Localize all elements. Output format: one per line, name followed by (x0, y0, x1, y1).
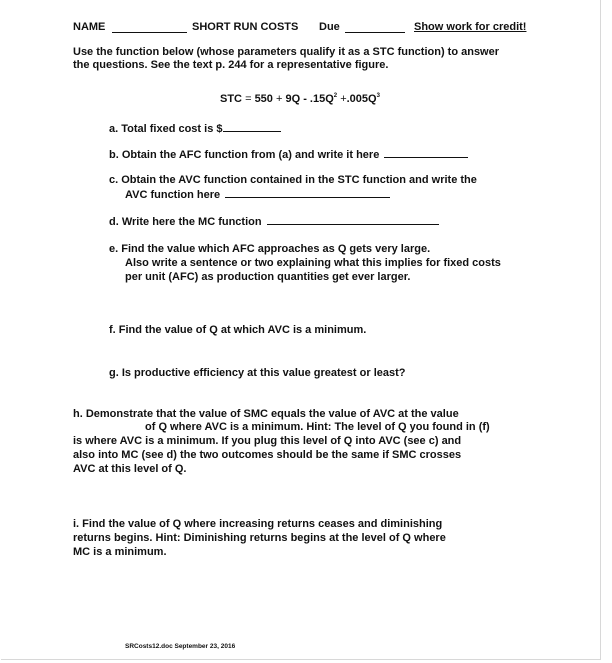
question-h-line-5: AVC at this level of Q. (73, 463, 187, 475)
header-title: SHORT RUN COSTS (192, 21, 299, 33)
question-i-line-1: i. Find the value of Q where increasing returns ceases and diminishing (73, 518, 443, 530)
question-a: a. Total fixed cost is $ (109, 121, 281, 136)
answer-blank-d (267, 214, 439, 225)
question-f: f. Find the value of Q at which AVC is a minimum. (109, 324, 367, 336)
question-b: b. Obtain the AFC function from (a) and write it here (109, 147, 468, 162)
question-h-line-4: also into MC (see d) the two outcomes should be the same if SMC crosses (73, 449, 462, 461)
footer-filename: SRCosts12.doc September 23, 2016 (125, 643, 236, 650)
due-blank (345, 22, 405, 33)
question-h-line-2: of Q where AVC is a minimum. Hint: The level of Q you found in (f) (145, 421, 490, 433)
intro-line-2: the questions. See the text p. 244 for a representative figure. (73, 59, 389, 71)
question-h-line-3: is where AVC is a minimum. If you plug this level of Q into AVC (see c) and (73, 435, 462, 447)
question-e-line-2: Also write a sentence or two explaining what this implies for fixed costs (125, 257, 501, 269)
name-blank (112, 22, 187, 33)
intro-line-1: Use the function below (whose parameters qualify it as a STC function) to answer (73, 46, 500, 58)
question-d: d. Write here the MC function (109, 214, 439, 229)
answer-blank-b (384, 147, 468, 158)
question-e-line-1: e. Find the value which AFC approaches as Q gets very large. (109, 243, 431, 255)
document-page (1, 0, 601, 660)
question-i-line-2: returns begins. Hint: Diminishing returns begins at the level of Q where (73, 532, 446, 544)
answer-blank-c (225, 187, 390, 198)
question-i-line-3: MC is a minimum. (73, 546, 167, 558)
question-h-line-1: h. Demonstrate that the value of SMC equals the value of AVC at the value (73, 408, 459, 420)
header-due-label: Due (319, 21, 340, 33)
answer-blank-a (223, 121, 281, 132)
stc-equation: STC = $550 + 9Q - .15Q^2 +.005Q^3$ (220, 93, 380, 105)
question-e-line-3: per unit (AFC) as production quantities get ever larger. (125, 271, 411, 283)
question-c-line-2: AVC function here (125, 187, 390, 202)
header-name-label: NAME (73, 21, 106, 33)
question-g: g. Is productive efficiency at this value greatest or least? (109, 367, 406, 379)
question-c-line-1: c. Obtain the AVC function contained in the STC function and write the (109, 174, 477, 186)
show-work-note: Show work for credit! (414, 21, 527, 33)
